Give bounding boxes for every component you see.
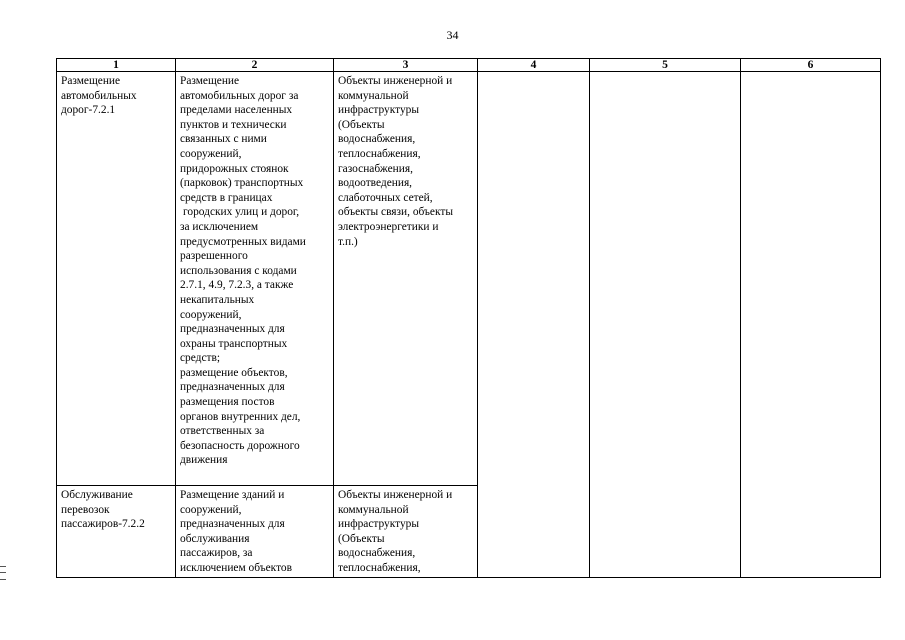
- cell-text-line: Размещение: [180, 75, 240, 87]
- cell-text-line: движения: [180, 454, 228, 467]
- cell-text-line: связанных с ними: [180, 133, 267, 146]
- column-header-3: 3: [334, 59, 478, 72]
- cell-auxiliary-objects: [334, 486, 478, 578]
- column-header-2: 2: [176, 59, 334, 72]
- cell-text-line: автомобильных: [61, 89, 137, 102]
- table-header-row: [57, 59, 881, 72]
- cell-text-line: Размещение: [61, 75, 121, 87]
- column-header-4: 4: [478, 59, 590, 72]
- cell-text-line: Объекты инженерной и: [338, 489, 453, 501]
- cell-text-line: водоснабжения,: [338, 133, 416, 146]
- cell-text-line: водоотведения,: [338, 177, 413, 190]
- cell-text-line: пределами населенных: [180, 104, 293, 117]
- cell-text-line: разрешенного: [180, 250, 248, 263]
- column-header-1: 1: [57, 59, 176, 72]
- cell-text-line: электроэнергетики и: [338, 220, 439, 233]
- land-use-table: [56, 58, 881, 578]
- cell-text-line: средств в границах: [180, 191, 273, 204]
- cell-col4-empty: [478, 72, 590, 578]
- cell-text-line: перевозок: [61, 503, 110, 516]
- cell-text-line: некапитальных: [180, 293, 255, 306]
- cell-use-type: [57, 72, 176, 486]
- margin-scan-mark: [0, 566, 6, 580]
- cell-text-line: сооружений,: [180, 147, 242, 160]
- cell-auxiliary-objects: [334, 72, 478, 486]
- cell-text-line: т.п.): [338, 235, 358, 248]
- cell-text-line: исключением объектов: [180, 561, 292, 574]
- cell-text-line: Объекты инженерной и: [338, 75, 453, 87]
- cell-text-line: пассажиров-7.2.2: [61, 518, 145, 531]
- cell-text-line: предназначенных для: [180, 323, 285, 336]
- cell-text-line: (парковок) транспортных: [180, 177, 304, 190]
- cell-text-line: за исключением: [180, 220, 259, 233]
- cell-col5-empty: [590, 72, 741, 578]
- cell-text-line: инфраструктуры: [338, 518, 419, 531]
- cell-text-line: коммунальной: [338, 89, 409, 102]
- cell-text-line: городских улиц и дорог,: [183, 206, 300, 219]
- cell-text-line: теплоснабжения,: [338, 561, 421, 574]
- cell-text-line: Обслуживание: [61, 489, 133, 501]
- cell-text-line: пунктов и технически: [180, 118, 287, 131]
- cell-text-line: обслуживания: [180, 532, 250, 545]
- cell-description: [176, 72, 334, 486]
- cell-text-line: охраны транспортных: [180, 337, 288, 350]
- cell-text-line: придорожных стоянок: [180, 162, 289, 175]
- table-row: [57, 72, 881, 486]
- column-header-6: 6: [741, 59, 881, 72]
- cell-text-line: органов внутренних дел,: [180, 410, 301, 423]
- cell-col6-empty: [741, 72, 881, 578]
- cell-text-line: газоснабжения,: [338, 162, 413, 175]
- cell-text-line: ответственных за: [180, 425, 265, 438]
- cell-text-line: (Объекты: [338, 118, 385, 131]
- cell-text-line: водоснабжения,: [338, 547, 416, 560]
- cell-text-line: коммунальной: [338, 503, 409, 516]
- cell-text-line: сооружений,: [180, 503, 242, 516]
- cell-text-line: пассажиров, за: [180, 547, 253, 560]
- cell-text-line: 2.7.1, 4.9, 7.2.3, а также: [180, 279, 294, 292]
- cell-text-line: предназначенных для: [180, 518, 285, 531]
- cell-text-line: размещения постов: [180, 396, 275, 409]
- cell-text-line: слаботочных сетей,: [338, 191, 433, 204]
- cell-text-line: дорог-7.2.1: [61, 104, 116, 117]
- cell-text-line: средств;: [180, 352, 221, 365]
- cell-text-line: размещение объектов,: [180, 366, 288, 379]
- cell-text-line: инфраструктуры: [338, 104, 419, 117]
- cell-text-line: безопасность дорожного: [180, 439, 300, 452]
- cell-text-line: (Объекты: [338, 532, 385, 545]
- cell-use-type: [57, 486, 176, 578]
- cell-text-line: сооружений,: [180, 308, 242, 321]
- cell-text-line: использования с кодами: [180, 264, 297, 277]
- cell-text-line: Размещение зданий и: [180, 489, 285, 501]
- cell-text-line: объекты связи, объекты: [338, 206, 453, 219]
- column-header-5: 5: [590, 59, 741, 72]
- page-number: 34: [446, 28, 459, 42]
- cell-description: [176, 486, 334, 578]
- cell-text-line: предназначенных для: [180, 381, 285, 394]
- cell-text-line: предусмотренных видами: [180, 235, 306, 248]
- cell-text-line: автомобильных дорог за: [180, 89, 299, 102]
- cell-text-line: теплоснабжения,: [338, 147, 421, 160]
